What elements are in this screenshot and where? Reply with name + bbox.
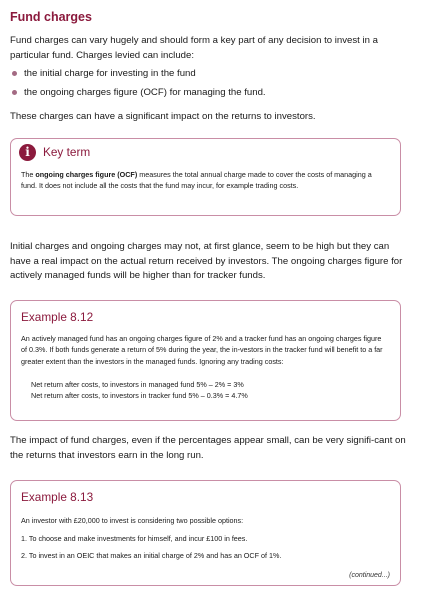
info-icon: i	[19, 144, 36, 161]
list-item-text: the initial charge for investing in the fund	[24, 68, 196, 79]
example-8-13-title: Example 8.13	[21, 490, 94, 504]
charges-paragraph: Initial charges and ongoing charges may not, at first glance, seem to be high but they can have a real impact on the actual return received by investors. The ongoing charges figure for actively managed funds will be higher than for tracker funds.	[10, 241, 403, 281]
key-term-prefix: The	[21, 170, 36, 179]
impact-long-run-paragraph: The impact of fund charges, even if the percentages appear small, can be very signifi-cant on the returns that investors earn in the long run.	[10, 435, 406, 461]
impact-paragraph: These charges can have a significant impact on the returns to investors.	[10, 111, 316, 122]
key-term-box	[10, 138, 401, 216]
example-8-13-intro: An investor with £20,000 to invest is considering two possible options:	[21, 516, 244, 525]
charges-list	[10, 67, 266, 105]
key-term-text	[21, 169, 389, 192]
key-term-term: ongoing charges figure (OCF)	[35, 170, 138, 179]
key-term-title: Key term	[43, 145, 91, 159]
example-8-12-box	[10, 300, 401, 421]
list-item-text: the ongoing charges figure (OCF) for managing the fund.	[24, 87, 266, 98]
key-term-definition: measures the total annual charge made to cover the costs of managing a fund. It does not include all the costs that the fund may incur, for example trading costs.	[21, 170, 372, 191]
example-8-12-title: Example 8.12	[21, 310, 94, 324]
example-8-12-calc-tracker: Net return after costs, to investors in tracker fund 5% – 0.3% = 4.7%	[31, 391, 248, 400]
list-item	[10, 67, 266, 86]
list-item	[10, 86, 266, 105]
continued-note: (continued...)	[349, 572, 390, 579]
bullet-icon	[12, 71, 17, 76]
example-8-13-option-2: 2. To invest in an OEIC that makes an initial charge of 2% and has an OCF of 1%.	[21, 551, 282, 560]
example-8-12-body: An actively managed fund has an ongoing charges figure of 2% and a tracker fund has an ongoing charges figure of 0.3%. If both funds generate a return of 5% during the year, the in-vestors in the tracker fund will benefit to a far greater extent than the investors in the managed funds. Ignoring any trading costs:	[21, 334, 383, 366]
intro-paragraph: Fund charges can vary hugely and should form a key part of any decision to invest in a particular fund. Charges levied can include:	[10, 35, 378, 61]
example-8-12-calc-managed: Net return after costs, to investors in managed fund 5% – 2% = 3%	[31, 380, 244, 389]
bullet-icon	[12, 90, 17, 95]
section-heading: Fund charges	[10, 10, 92, 24]
example-8-13-box	[10, 480, 401, 586]
example-8-13-option-1: 1. To choose and make investments for himself, and incur £100 in fees.	[21, 534, 248, 543]
